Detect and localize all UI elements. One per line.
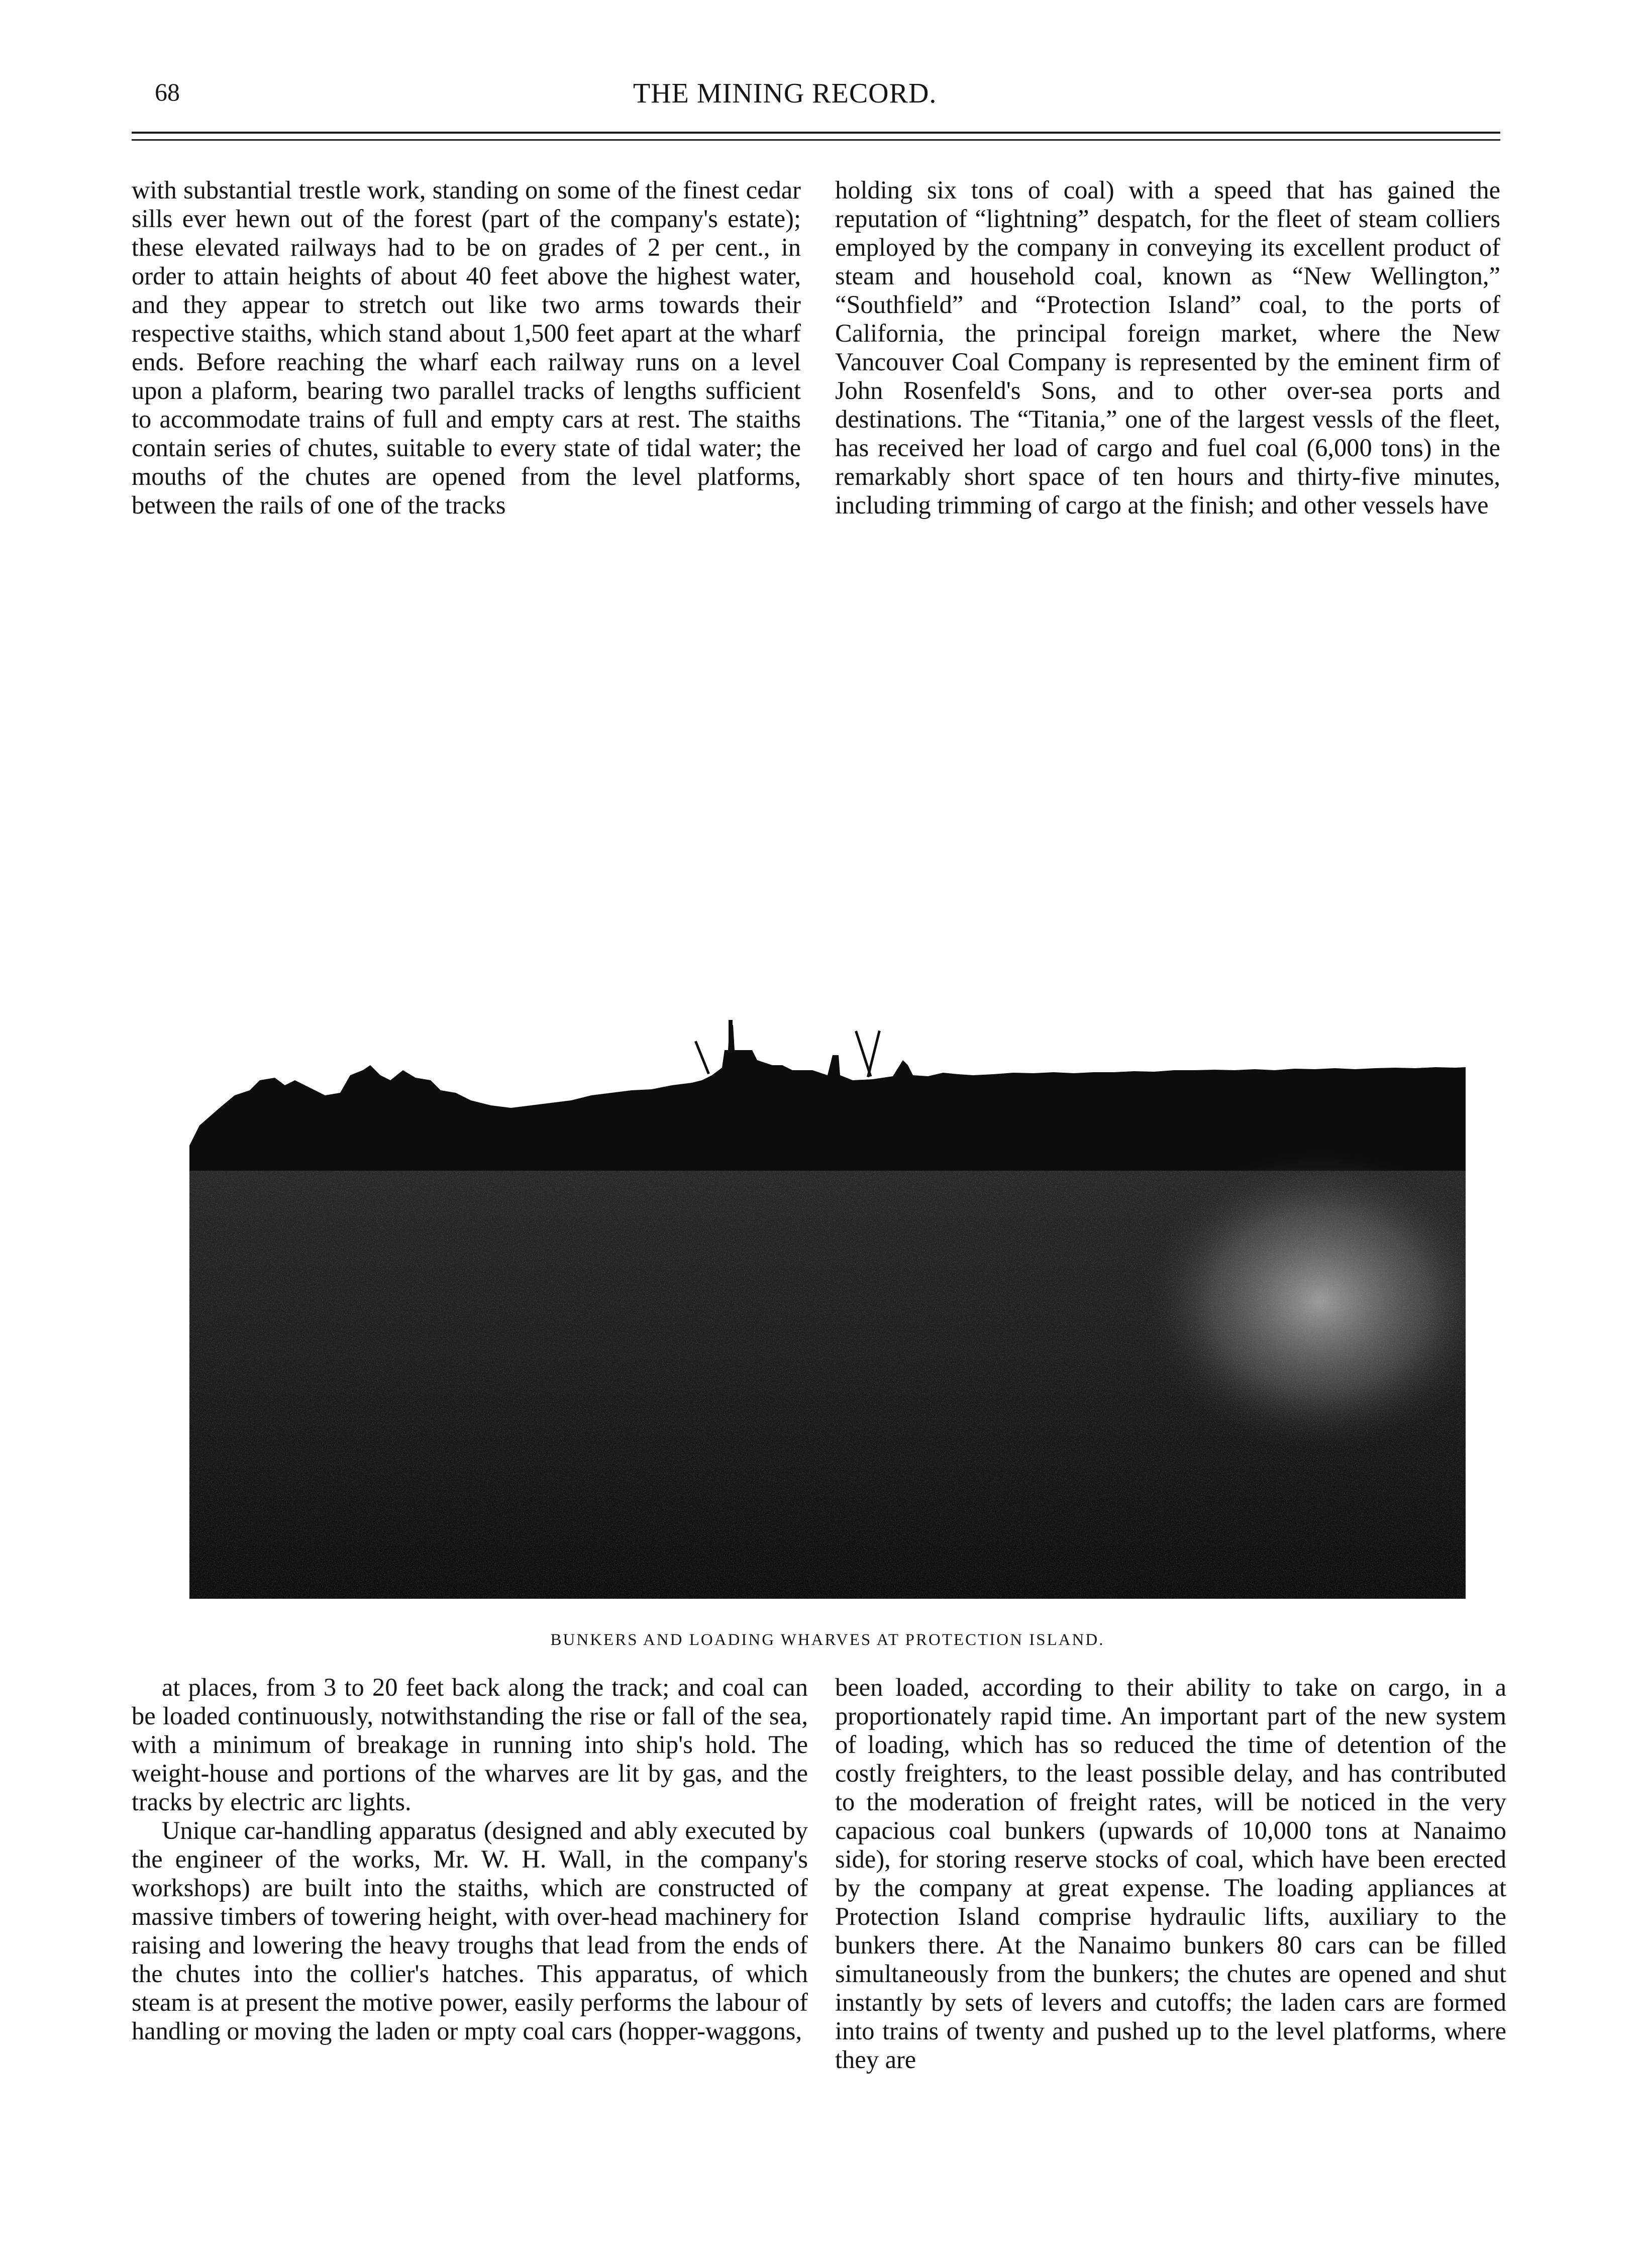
paragraph: at places, from 3 to 20 feet back along the track; and coal can be loaded continuously, notwithstanding the rise or fall of the sea, with a minimum of breakage in running into ship's hold. The weight-house and portions of the wharves are lit by gas, and the tracks by electric arc lights. — [132, 1673, 808, 1816]
column-top-right — [835, 176, 1500, 520]
photo-grain — [189, 1171, 1466, 1599]
figure-caption: BUNKERS AND LOADING WHARVES AT PROTECTION ISLAND. — [550, 1631, 1105, 1649]
paragraph: Unique car-handling apparatus (designed and ably executed by the engineer of the works, Mr. W. H. Wall, in the company's workshops) are built into the staiths, which are constructed of massive timbers of towering height, with over-head machinery for raising and lowering the heavy troughs that lead from the ends of the chutes into the collier's hatches. This apparatus, of which steam is at present the motive power, easily performs the labour of handling or moving the laden or mpty coal cars (hopper-waggons, — [132, 1816, 808, 2045]
paragraph: been loaded, according to their ability to take on cargo, in a proportionately rapid time. An important part of the new system of loading, which has so reduced the time of detention of the costly freighters, to the least possible delay, and has contributed to the moderation of freight rates, will be noticed in the very capacious coal bunkers (upwards of 10,000 tons at Nanaimo side), for storing reserve stocks of coal, which have been erected by the company at great expense. The loading appliances at Protection Island comprise hydraulic lifts, auxiliary to the bunkers there. At the Nanaimo bunkers 80 cars can be filled simultaneously from the bunkers; the chutes are opened and shut instantly by sets of levers and cutoffs; the laden cars are formed into trains of twenty and pushed up to the level platforms, where they are — [835, 1673, 1506, 2074]
header-rule-double — [132, 139, 1500, 141]
running-title: THE MINING RECORD. — [633, 78, 937, 109]
column-top-left — [132, 176, 801, 520]
column-bottom-right — [835, 1673, 1506, 2074]
paragraph: holding six tons of coal) with a speed that has gained the reputation of “lightning” despatch, for the fleet of steam colliers employed by the company in conveying its excellent product of steam and household coal, known as “New Wellington,” “Southfield” and “Protection Island” coal, to the ports of California, the principal foreign market, where the New Vancouver Coal Company is represented by the eminent firm of John Rosenfeld's Sons, and to other over-sea ports and destinations. The “Titania,” one of the largest vessls of the fleet, has received her load of cargo and fuel coal (6,000 tons) in the remarkably short space of ten hours and thirty-five minutes, including trimming of cargo at the finish; and other vessels have — [835, 176, 1500, 519]
ship-mast — [729, 1020, 733, 1055]
paragraph: with substantial trestle work, standing on some of the finest cedar sills ever hewn out of the forest (part of the company's estate); these elevated railways had to be on grades of 2 per cent., in order to attain heights of about 40 feet above the highest water, and they appear to stretch out like two arms towards their respective staiths, which stand about 1,500 feet apart at the wharf ends. Before reaching the wharf each railway runs on a level upon a plaform, bearing two parallel tracks of lengths sufficient to accommodate trains of full and empty cars at rest. The staiths contain series of chutes, suitable to every state of tidal water; the mouths of the chutes are opened from the level platforms, between the rails of one of the tracks — [132, 176, 801, 519]
header-rule — [132, 132, 1500, 134]
column-bottom-left — [132, 1673, 808, 2045]
page-number: 68 — [155, 78, 180, 106]
wharf-photograph — [189, 1020, 1466, 1599]
